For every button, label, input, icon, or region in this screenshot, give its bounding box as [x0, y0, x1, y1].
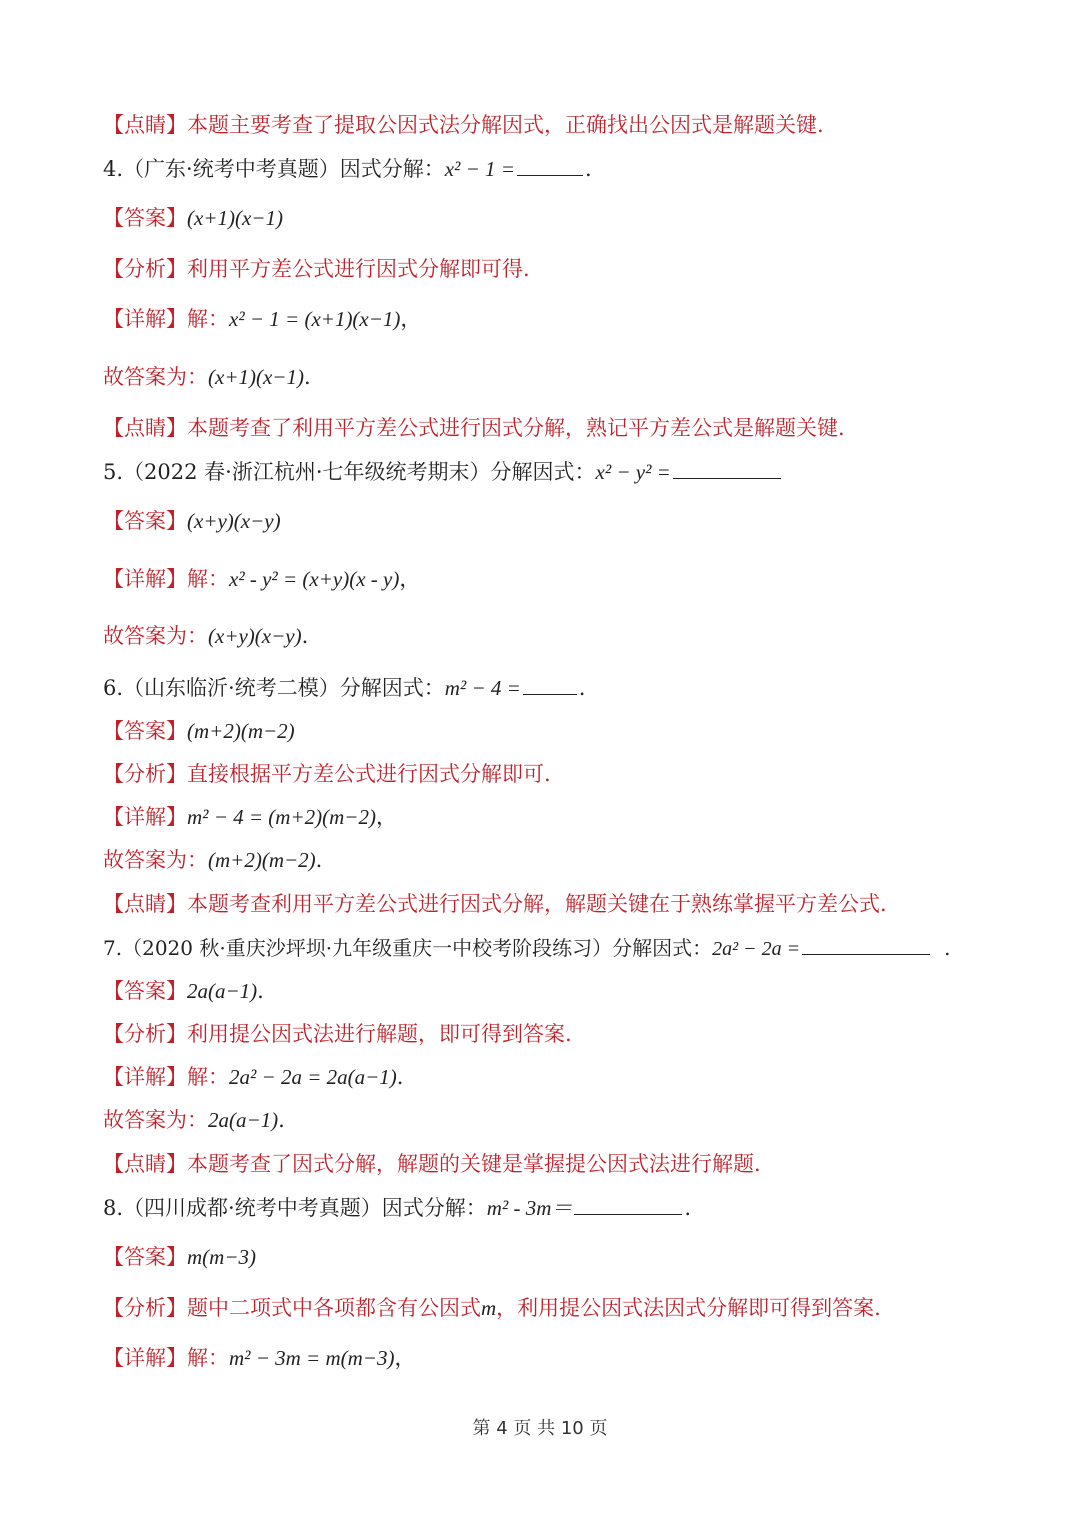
fenxi-line: 【分析】利用提公因式法进行解题，即可得到答案. [103, 1022, 572, 1046]
conclusion-line: 故答案为：(m+2)(m−2). [103, 848, 323, 872]
page-footer: 第 4 页 共 10 页 [472, 1418, 608, 1439]
fenxi-line: 【分析】直接根据平方差公式进行因式分解即可. [103, 762, 551, 786]
answer-blank [517, 155, 583, 176]
fenxi-line: 【分析】题中二项式中各项都含有公因式m，利用提公因式法因式分解即可得到答案. [103, 1296, 881, 1320]
dianjing-line: 【点睛】本题考查了因式分解，解题的关键是掌握提公因式法进行解题. [103, 1152, 761, 1176]
fenxi-line: 【分析】利用平方差公式进行因式分解即可得. [103, 257, 530, 281]
answer-blank [673, 458, 781, 479]
question-5: 5.（2022 春·浙江杭州·七年级统考期末）分解因式：x² − y² = [103, 457, 1020, 487]
xiangjie-line: 【详解】m² − 4 = (m+2)(m−2)， [103, 805, 397, 829]
xiangjie-line: 【详解】解：x² - y² = (x+y)(x - y)， [103, 567, 421, 591]
answer-line: 【答案】(x+y)(x−y) [103, 509, 281, 533]
dianjing-line: 【点睛】本题考查利用平方差公式进行因式分解，解题关键在于熟练掌握平方差公式. [103, 892, 887, 916]
question-7: 7.（2020 秋·重庆沙坪坝·九年级重庆一中校考阶段练习）分解因式：2a² − 2a = . [103, 936, 951, 960]
xiangjie-line: 【详解】解：x² − 1 = (x+1)(x−1)， [103, 307, 422, 331]
conclusion-line: 故答案为：(x+y)(x−y). [103, 624, 309, 648]
conclusion-line: 故答案为：(x+1)(x−1). [103, 365, 311, 389]
answer-line: 【答案】2a(a−1). [103, 979, 264, 1003]
question-6: 6.（山东临沂·统考二模）分解因式：m² − 4 = . [103, 676, 586, 700]
question-4: 4.（广东·统考中考真题）因式分解：x² − 1 = . [103, 157, 592, 181]
answer-blank [574, 1194, 682, 1215]
dianjing-line: 【点睛】本题考查了利用平方差公式进行因式分解，熟记平方差公式是解题关键. [103, 416, 845, 440]
answer-blank [523, 674, 577, 695]
question-8: 8.（四川成都·统考中考真题）因式分解：m² - 3m＝ . [103, 1196, 692, 1220]
answer-line: 【答案】(m+2)(m−2) [103, 719, 295, 743]
answer-line: 【答案】(x+1)(x−1) [103, 206, 283, 230]
answer-blank [802, 934, 930, 955]
xiangjie-line: 【详解】解：m² − 3m = m(m−3)， [103, 1346, 416, 1370]
answer-line: 【答案】m(m−3) [103, 1245, 256, 1269]
dianjing-line: 【点睛】本题主要考查了提取公因式法分解因式，正确找出公因式是解题关键. [103, 113, 824, 137]
xiangjie-line: 【详解】解：2a² − 2a = 2a(a−1). [103, 1065, 404, 1089]
conclusion-line: 故答案为：2a(a−1). [103, 1108, 285, 1132]
